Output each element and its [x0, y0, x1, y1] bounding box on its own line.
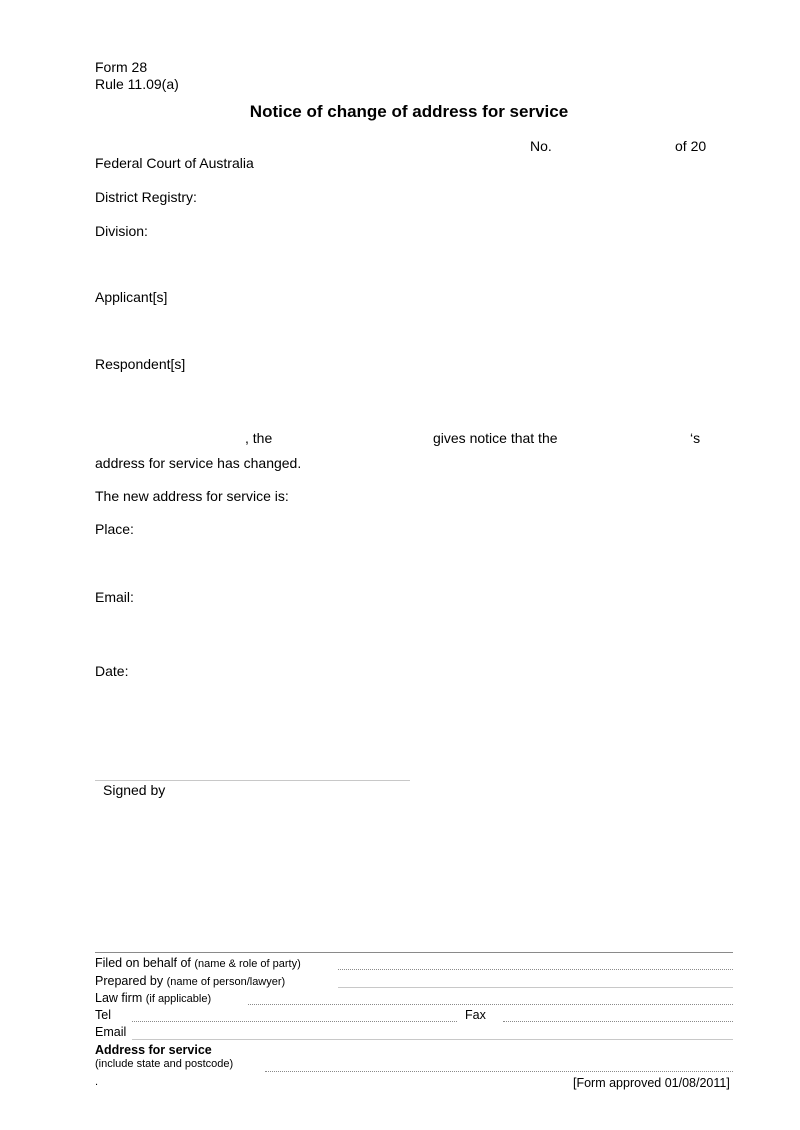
- prepared-by-label: Prepared by: [95, 974, 164, 988]
- district-registry-label: District Registry:: [95, 189, 197, 205]
- file-number-label: No.: [530, 138, 552, 154]
- division-label: Division:: [95, 223, 148, 239]
- form-approved-note: [Form approved 01/08/2011]: [573, 1076, 730, 1090]
- email-label: Email:: [95, 589, 134, 605]
- rule-reference: Rule 11.09(a): [95, 76, 179, 92]
- fax-field[interactable]: [503, 1021, 733, 1022]
- date-label: Date:: [95, 663, 129, 679]
- filed-on-behalf-hint: (name & role of party): [194, 958, 301, 970]
- place-label: Place:: [95, 521, 134, 537]
- signed-by-label: Signed by: [103, 782, 166, 798]
- footer-dot-mark: .: [95, 1076, 99, 1088]
- address-for-service-hint: (include state and postcode): [95, 1058, 234, 1070]
- address-changed-text: address for service has changed.: [95, 455, 302, 471]
- tel-label: Tel: [95, 1008, 111, 1022]
- respondent-label: Respondent[s]: [95, 356, 186, 372]
- prepared-by-hint: (name of person/lawyer): [166, 976, 286, 988]
- law-firm-hint: (if applicable): [145, 993, 212, 1005]
- footer-top-rule: [95, 952, 733, 953]
- filed-on-behalf-row: [95, 956, 301, 970]
- filed-on-behalf-label: Filed on behalf of: [95, 956, 191, 970]
- prepared-by-field[interactable]: [338, 987, 733, 988]
- law-firm-row: [95, 991, 211, 1005]
- the-fragment: , the: [245, 430, 273, 446]
- footer-email-label: Email: [95, 1025, 127, 1039]
- footer-email-field[interactable]: [132, 1039, 733, 1040]
- gives-notice-fragment: gives notice that the: [433, 430, 558, 446]
- tel-field[interactable]: [132, 1021, 457, 1022]
- signature-line: [95, 780, 410, 781]
- filed-on-behalf-field[interactable]: [338, 969, 733, 970]
- address-for-service-field[interactable]: [265, 1071, 733, 1072]
- court-name: Federal Court of Australia: [95, 155, 254, 171]
- applicant-label: Applicant[s]: [95, 289, 168, 305]
- law-firm-field[interactable]: [248, 1004, 733, 1005]
- law-firm-label: Law firm: [95, 991, 143, 1005]
- form-number: Form 28: [95, 59, 148, 75]
- new-address-label: The new address for service is:: [95, 488, 289, 504]
- address-for-service-label: Address for service: [95, 1043, 212, 1057]
- fax-label: Fax: [465, 1008, 486, 1022]
- page-title: Notice of change of address for service: [249, 102, 569, 121]
- possessive-fragment: ‘s: [690, 430, 701, 446]
- year-label: of 20: [675, 138, 707, 154]
- prepared-by-row: [95, 974, 285, 988]
